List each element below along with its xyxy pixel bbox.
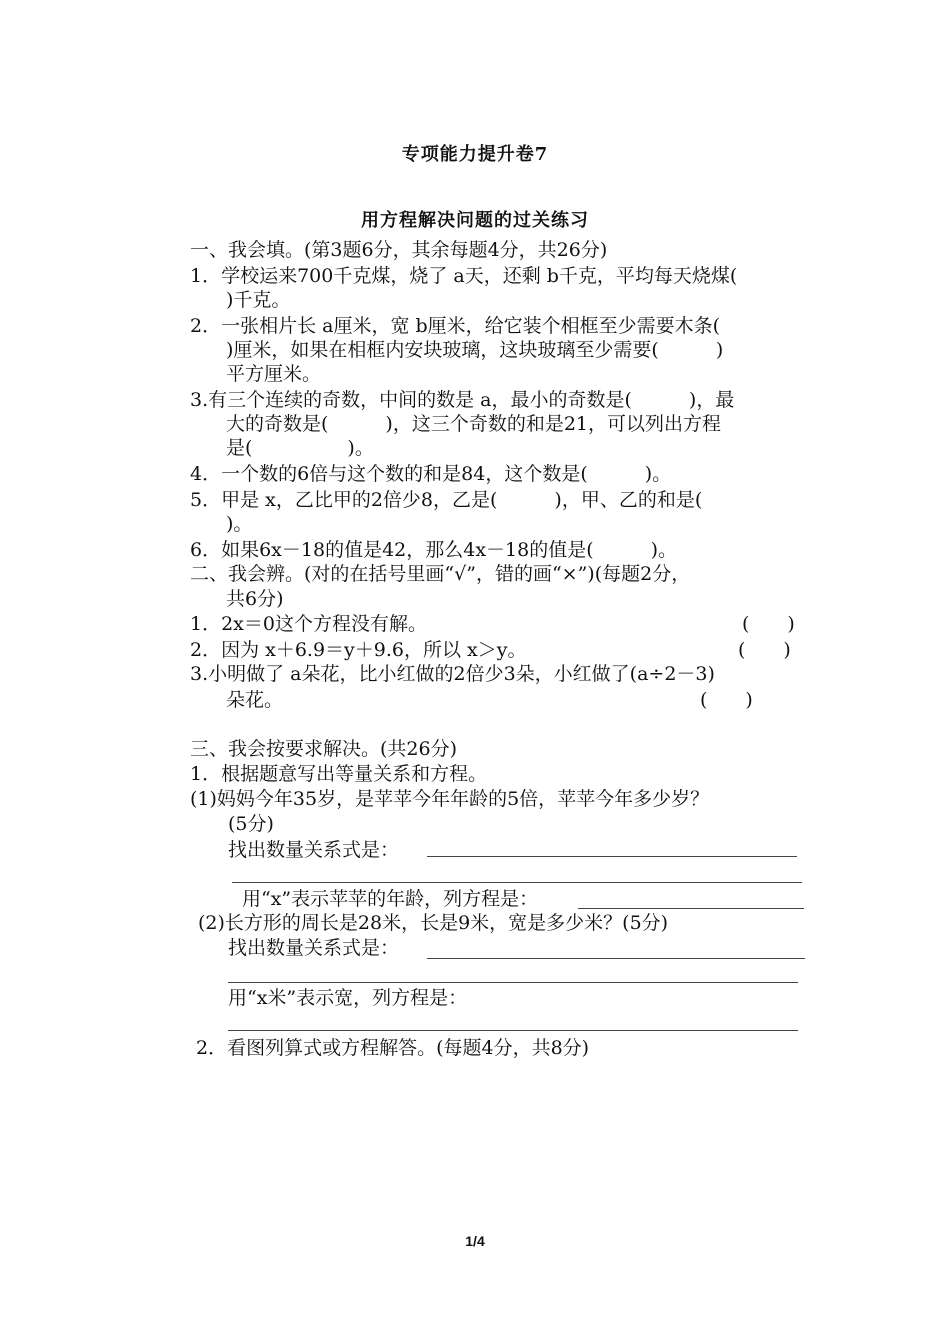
s2-q1: 1．2x＝0这个方程没有解。 xyxy=(190,613,427,635)
s3-p2-equation-blank[interactable] xyxy=(228,1030,798,1031)
section3-heading: 三、我会按要求解决。(共26分) xyxy=(190,738,458,760)
s1-q4: 4．一个数的6倍与这个数的和是84，这个数是( )。 xyxy=(190,463,672,485)
s3-p1-relation-blank-2[interactable] xyxy=(232,882,802,883)
s2-q1-answer-brackets: ( ) xyxy=(742,613,795,635)
s2-q2: 2．因为 x＋6.9＝y＋9.6，所以 x＞y。 xyxy=(190,639,527,661)
s3-p1-equation-blank[interactable] xyxy=(578,908,804,909)
s3-p2-equation-label: 用“x米”表示宽，列方程是： xyxy=(228,987,468,1009)
s1-q2-line3: 平方厘米。 xyxy=(226,363,322,385)
s3-p1-line2: (5分) xyxy=(228,813,274,835)
s1-q3-line2: 大的奇数是( )，这三个奇数的和是21，可以列出方程 xyxy=(226,413,722,435)
s3-p1-line1: (1)妈妈今年35岁，是苹苹今年年龄的5倍，苹苹今年多少岁？ xyxy=(190,788,710,810)
s3-p2-relation-blank[interactable] xyxy=(427,958,805,959)
s2-q3-answer-brackets: ( ) xyxy=(700,689,753,711)
page-number: 1/4 xyxy=(465,1233,485,1249)
section2-heading-line1: 二、我会辨。(对的在括号里画“√”，错的画“×”)(每题2分， xyxy=(190,563,691,585)
s1-q1-line1: 1．学校运来700千克煤，烧了 a天，还剩 b千克，平均每天烧煤( xyxy=(190,265,738,287)
s1-q1-line2: )千克。 xyxy=(226,289,291,311)
s1-q3-line1: 3.有三个连续的奇数，中间的数是 a，最小的奇数是( )，最 xyxy=(190,389,735,411)
s1-q3-line3: 是( )。 xyxy=(226,437,374,459)
s3-p1-equation-label: 用“x”表示苹苹的年龄，列方程是： xyxy=(242,888,539,910)
s3-p1-relation-label: 找出数量关系式是： xyxy=(228,839,400,861)
s1-q2-line2: )厘米，如果在相框内安块玻璃，这块玻璃至少需要( ) xyxy=(226,339,724,361)
section2-heading-line2: 共6分) xyxy=(226,588,284,610)
s3-q1: 1．根据题意写出等量关系和方程。 xyxy=(190,763,488,785)
s2-q2-answer-brackets: ( ) xyxy=(738,639,791,661)
s2-q3-line2: 朵花。 xyxy=(226,689,284,711)
s3-p2-relation-label: 找出数量关系式是： xyxy=(228,937,400,959)
s2-q3-line1: 3.小明做了 a朵花，比小红做的2倍少3朵，小红做了(a÷2－3) xyxy=(190,663,715,685)
s3-p1-relation-blank[interactable] xyxy=(427,856,797,857)
s3-p2-relation-blank-2[interactable] xyxy=(228,982,798,983)
s1-q2-line1: 2．一张相片长 a厘米，宽 b厘米，给它装个相框至少需要木条( xyxy=(190,315,721,337)
page-subtitle: 用方程解决问题的过关练习 xyxy=(361,210,589,231)
s1-q6: 6．如果6x－18的值是42，那么4x－18的值是( )。 xyxy=(190,539,678,561)
page-title: 专项能力提升卷7 xyxy=(401,144,549,165)
s1-q5-line1: 5．甲是 x，乙比甲的2倍少8，乙是( )，甲、乙的和是( xyxy=(190,489,703,511)
s3-q2: 2．看图列算式或方程解答。(每题4分，共8分) xyxy=(196,1037,590,1059)
s1-q5-line2: )。 xyxy=(226,513,253,535)
section1-heading: 一、我会填。(第3题6分，其余每题4分，共26分) xyxy=(190,239,608,261)
s3-p2: (2)长方形的周长是28米，长是9米，宽是多少米？(5分) xyxy=(198,912,669,934)
